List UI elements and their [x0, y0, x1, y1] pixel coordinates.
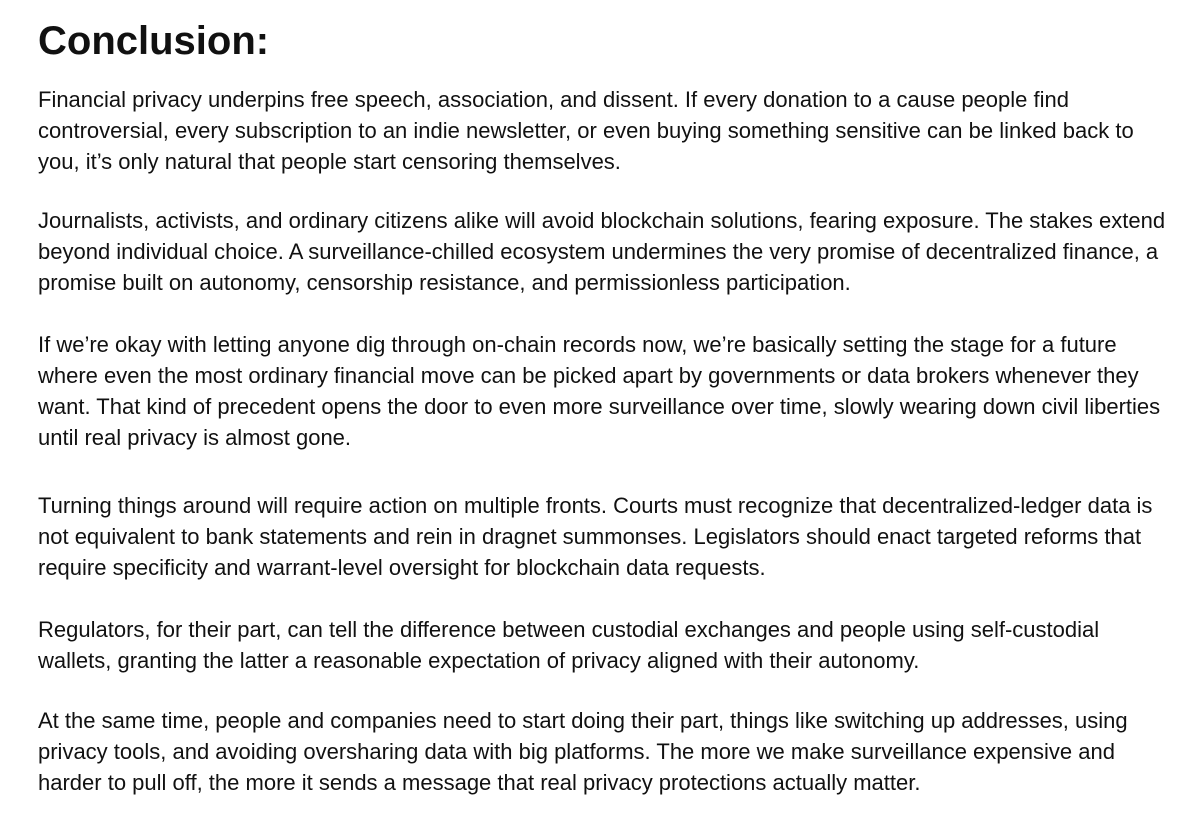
page-title: Conclusion:: [38, 19, 270, 63]
paragraph-action-on-fronts: Turning things around will require action on multiple fronts. Courts must recognize that decentralized-ledger data is not equivalent to bank statements and rein in dragnet summonses. Legislators should enact targeted reforms that require specificity and warrant-level oversight for blockchain data requests.: [38, 493, 1153, 580]
paragraph-people-and-companies: At the same time, people and companies need to start doing their part, things like switching up addresses, using privacy tools, and avoiding oversharing data with big platforms. The more we make surveillance expensive and harder to pull off, the more it sends a message that real privacy protections actually matter.: [38, 708, 1128, 795]
paragraph-regulators: Regulators, for their part, can tell the difference between custodial exchanges and people using self-custodial wallets, granting the latter a reasonable expectation of privacy aligned with their autonomy.: [38, 617, 1100, 673]
paragraph-financial-privacy: Financial privacy underpins free speech, association, and dissent. If every donation to a cause people find controversial, every subscription to an indie newsletter, or even buying something sensitive can be linked back to you, it’s only natural that people start censoring themselves.: [38, 87, 1134, 174]
paragraph-journalists-activists: Journalists, activists, and ordinary citizens alike will avoid blockchain solutions, fearing exposure. The stakes extend beyond individual choice. A surveillance-chilled ecosystem undermines the very promise of decentralized finance, a promise built on autonomy, censorship resistance, and permissionless participation.: [38, 208, 1166, 295]
paragraph-on-chain-records: If we’re okay with letting anyone dig through on-chain records now, we’re basically setting the stage for a future where even the most ordinary financial move can be picked apart by governments or data brokers whenever they want. That kind of precedent opens the door to even more surveillance over time, slowly wearing down civil liberties until real privacy is almost gone.: [38, 332, 1161, 450]
